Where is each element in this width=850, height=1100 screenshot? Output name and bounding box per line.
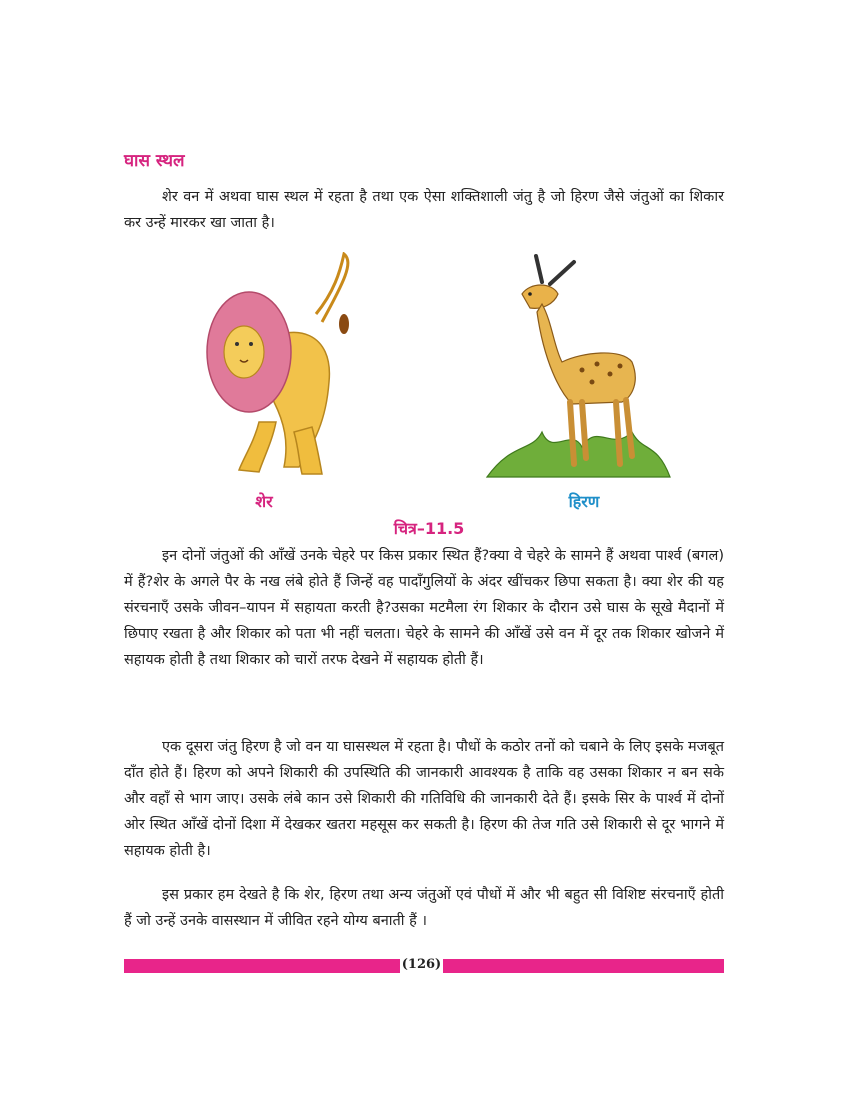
deer-label: हिरण — [568, 492, 600, 511]
deer-illustration — [482, 252, 672, 482]
section-heading: घास स्थल — [124, 151, 185, 171]
paragraph-conclusion: इस प्रकार हम देखते है कि शेर, हिरण तथा अन्य जंतुओं एवं पौधों में और भी बहुत सी विशिष्ट संरचनाएँ होती हैं जो उन्हें उनके वासस्थान में जीवित रहने योग्य बनाती हैं । — [124, 887, 724, 929]
page-footer — [124, 957, 724, 975]
page-number: (126) — [401, 957, 442, 972]
lion-illustration — [204, 252, 374, 482]
paragraph-lion-adaptations: इन दोनों जंतुओं की आँखें उनके चेहरे पर किस प्रकार स्थित हैं?क्या वे चेहरे के सामने हैं अथवा पार्श्व (बगल) में हैं?शेर के अगले पैर के नख लंबे होते हैं जिन्हें वह पादाँगुलियों के अंदर खींचकर छिपा सकता है। क्या शेर की यह संरचनाएँ उसके जीवन–यापन में सहायता करती है?उसका मटमैला रंग शिकार के दौरान उसे घास के सूखे मैदानों में छिपाए रखता है और शिकार को पता भी नहीं चलता। चेहरे के सामने की आँखें उसे वन में दूर तक शिकार खोजने में सहायक होती है तथा शिकार को चारों तरफ देखने में सहायक होती हैं। — [124, 548, 724, 668]
footer-bar-right — [443, 959, 724, 973]
footer-bar-left — [124, 959, 400, 973]
paragraph-lion-intro: शेर वन में अथवा घास स्थल में रहता है तथा एक ऐसा शक्तिशाली जंतु है जो हिरण जैसे जंतुओं का शिकार कर उन्हें मारकर खा जाता है। — [124, 189, 724, 231]
paragraph-deer-adaptations: एक दूसरा जंतु हिरण है जो वन या घासस्थल में रहता है। पौधों के कठोर तनों को चबाने के लिए इसके मजबूत दाँत होते हैं। हिरण को अपने शिकारी की उपस्थिति की जानकारी आवश्यक है ताकि वह उसका शिकार न बन सके और वहाँ से भाग जाए। उसके लंबे कान उसे शिकारी की गतिविधि की जानकारी देते हैं। इसके सिर के पार्श्व में दोनों ओर स्थित आँखें दोनों दिशा में देखकर खतरा महसूस कर सकती है। हिरण की तेज गति उसे शिकारी से दूर भागने में सहायक होती है। — [124, 739, 724, 859]
lion-label: शेर — [255, 492, 273, 511]
figure-caption: चित्र–11.5 — [393, 519, 465, 538]
figure-11-5 — [124, 250, 724, 540]
